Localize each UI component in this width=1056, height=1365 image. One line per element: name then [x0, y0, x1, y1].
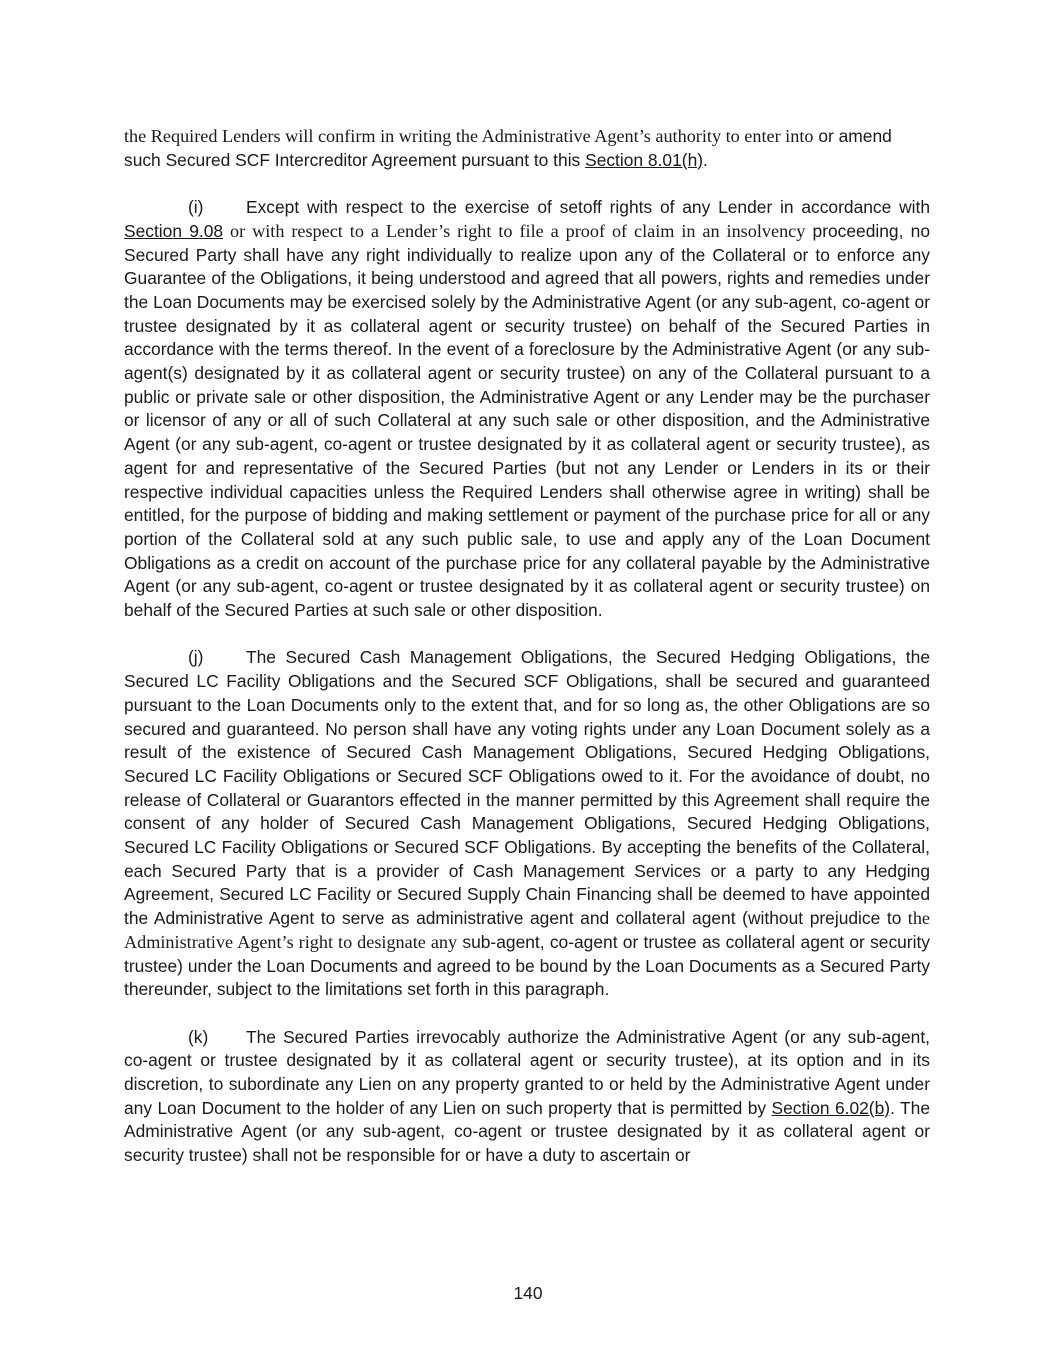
paragraph-label-k: (k)	[188, 1026, 209, 1047]
page-number: 140	[513, 1283, 543, 1303]
paragraph-j-serif-text: the Administrative Agent’s right to designate any	[124, 908, 930, 952]
paragraph-j-text-continued: sub-agent, co-agent or trustee as collateral agent or security trustee) under the Loan Documents and agreed to be bound by the Loan Documents as a Secured Party thereunder, subject to the limitations set forth in this paragraph.	[124, 931, 930, 1000]
section-ref-6-02-b[interactable]: Section 6.02(b)	[771, 1097, 891, 1118]
intro-paragraph	[124, 125, 930, 172]
section-ref-9-08[interactable]: Section 9.08	[124, 220, 224, 241]
paragraph-i-serif-text: or with respect to a Lender’s right to file a proof of claim in an insolvency	[223, 220, 806, 241]
page-body	[124, 125, 930, 1168]
paragraph-label-j: (j)	[188, 647, 204, 668]
paragraph-k-text-continued: . The Administrative Agent (or any sub-agent, co-agent or trustee designated by it as collateral agent or security trustee) shall not be responsible for or have a duty to ascertain or	[124, 1097, 930, 1166]
paragraph-i-text-continued: proceeding, no Secured Party shall have any right individually to realize upon any of the Collateral or to enforce any Guarantee of the Obligations, it being understood and agreed that all powers, rights and remedies under the Loan Documents may be exercised solely by the Administrative Agent (or any sub-agent, co-agent or trustee designated by it as collateral agent or security trustee) on behalf of the Secured Parties in accordance with the terms thereof. In the event of a foreclosure by the Administrative Agent (or any sub-agent(s) designated by it as collateral agent or security trustee) on any of the Collateral pursuant to a public or private sale or other disposition, the Administrative Agent or any Lender may be the purchaser or licensor of any or all of such Collateral at any such sale or other disposition, and the Administrative Agent (or any sub-agent, co-agent or trustee designated by it as collateral agent or security trustee), as agent for and representative of the Secured Parties (but not any Lender or Lenders in its or their respective individual capacities unless the Required Lenders shall otherwise agree in writing) shall be entitled, for the purpose of bidding and making settlement or payment of the purchase price for all or any portion of the Collateral sold at any such public sale, to use and apply any of the Loan Document Obligations as a credit on account of the purchase price for any collateral payable by the Administrative Agent (or any sub-agent, co-agent or trustee designated by it as collateral agent or security trustee) on behalf of the Secured Parties at such sale or other disposition.	[124, 220, 930, 621]
paragraph-k	[124, 1026, 930, 1168]
intro-text: or amend such Secured SCF Intercreditor Agreement pursuant to this	[124, 126, 892, 170]
paragraph-j-text: The Secured Cash Management Obligations, the Secured Hedging Obligations, the Secured LC Facility Obligations and the Secured SCF Obligations, shall be secured and guaranteed pursuant to the Loan Documents only to the extent that, and for so long as, the other Obligations are so secured and guaranteed. No person shall have any voting rights under any Loan Document solely as a result of the existence of Secured Cash Management Obligations, Secured Hedging Obligations, Secured LC Facility Obligations or Secured SCF Obligations owed to it. For the avoidance of doubt, no release of Collateral or Guarantors effected in the manner permitted by this Agreement shall require the consent of any holder of Secured Cash Management Obligations, Secured Hedging Obligations, Secured LC Facility Obligations or Secured SCF Obligations. By accepting the benefits of the Collateral, each Secured Party that is a provider of Cash Management Services or a party to any Hedging Agreement, Secured LC Facility or Secured Supply Chain Financing shall be deemed to have appointed the Administrative Agent to serve as administrative agent and collateral agent (without prejudice to	[124, 647, 930, 929]
paragraph-i	[124, 196, 930, 623]
intro-text-end: .	[703, 149, 708, 170]
paragraph-k-text: The Secured Parties irrevocably authorize the Administrative Agent (or any sub-agent, co-agent or trustee designated by it as collateral agent or security trustee), at its option and in its discretion, to subordinate any Lien on any property granted to or held by the Administrative Agent under any Loan Document to the holder of any Lien on such property that is permitted by	[124, 1026, 930, 1118]
paragraph-j	[124, 646, 930, 1002]
section-ref-8-01-h[interactable]: Section 8.01(h)	[585, 149, 704, 170]
intro-text-serif: the Required Lenders will confirm in writing the Administrative Agent’s authority to enter into	[124, 126, 814, 146]
paragraph-i-text: Except with respect to the exercise of setoff rights of any Lender in accordance with	[246, 197, 930, 218]
paragraph-label-i: (i)	[188, 197, 204, 218]
